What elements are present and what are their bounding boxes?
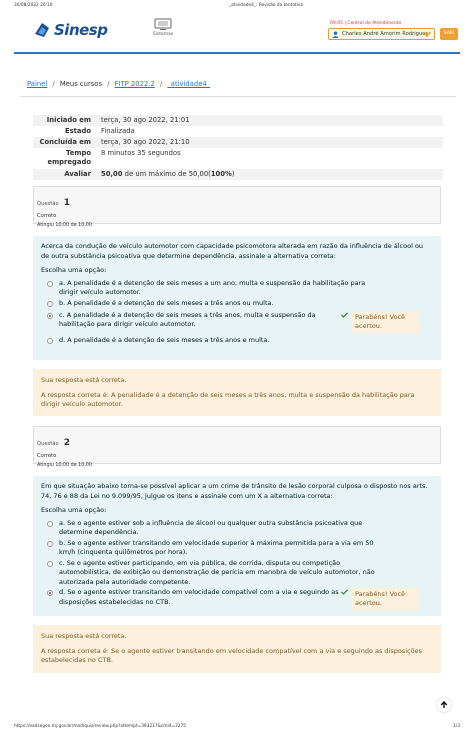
systems-label: Sistemas <box>152 32 174 37</box>
radio-button[interactable] <box>47 338 53 344</box>
question-state: Correto <box>37 213 57 219</box>
answer-option-c[interactable] <box>41 311 433 333</box>
user-name: Charles André Amorim Rodrigues <box>342 31 429 37</box>
help-center-link[interactable]: 09:05 | Central de Atendimento <box>330 21 402 26</box>
summary-row <box>33 126 443 137</box>
systems-menu[interactable] <box>148 18 178 37</box>
summary-row <box>33 115 443 126</box>
breadcrumb-separator: / <box>52 80 55 88</box>
option-label: A penalidade é a detenção de seis meses a um ano, multa e suspensão da habilitação para dirigir veículo automotor. <box>59 278 366 296</box>
option-label: Se o agente estiver participando, em via pública, de corrida, disputa ou competição automobilística, de exibição ou demonstração de perícia em manobra de veículo automotor, não autorizada pela autoridade competente. <box>59 558 375 586</box>
radio-button[interactable] <box>47 281 53 287</box>
top-bar <box>14 16 460 44</box>
arrow-up-icon <box>440 701 448 709</box>
option-text <box>59 559 379 588</box>
option-label: Se o agente estiver transitando em velocidade compatível com a via e seguindo as disposições estabelecidas no CTB. <box>59 588 339 606</box>
print-page-number: 1/3 <box>453 724 460 729</box>
option-label: A penalidade é a detenção de seis meses a três anos, multa e suspensão da habilitação para dirigir veículo automotor. <box>59 310 316 328</box>
breadcrumb-course[interactable]: FITP 2022.2 <box>114 80 155 88</box>
radio-button[interactable] <box>47 561 53 567</box>
summary-label: Tempo empregado <box>47 149 91 166</box>
option-text <box>59 279 379 298</box>
answer-option-c[interactable] <box>41 559 433 588</box>
systems-icon <box>154 18 172 30</box>
question-content <box>33 236 441 360</box>
option-letter: d. <box>59 588 66 596</box>
check-icon <box>341 312 348 318</box>
breadcrumb-activity[interactable]: _atividade4_ <box>167 80 211 88</box>
summary-grade-value <box>97 169 443 180</box>
question-label: Questão <box>37 201 59 207</box>
option-letter: b. <box>59 298 66 307</box>
question-grade: Atingiu 10,00 de 10,00 <box>37 223 92 228</box>
option-letter: a. <box>59 518 66 527</box>
breadcrumb-separator: / <box>107 80 110 88</box>
question-info <box>33 186 441 228</box>
answer-option-b[interactable] <box>41 299 433 310</box>
summary-label: Concluída em <box>39 138 91 146</box>
question-state: Correto <box>37 453 57 459</box>
feedback-correct: Sua resposta está correta. <box>41 632 127 640</box>
option-label: A penalidade é a detenção de seis meses a três anos ou multa. <box>67 298 274 307</box>
summary-row <box>33 148 443 169</box>
summary-value: terça, 30 ago 2022, 21:01 <box>101 116 190 124</box>
option-letter: c. <box>59 310 65 319</box>
check-icon <box>341 589 348 595</box>
option-letter: a. <box>59 278 66 287</box>
attempt-summary-table <box>33 115 443 180</box>
option-text <box>59 539 379 558</box>
question-info <box>33 426 441 468</box>
sinesp-logo-icon <box>32 20 52 40</box>
summary-value: Finalizada <box>101 127 135 135</box>
question-text: Em que situação abaixo torna-se possível aplicar a um crime de trânsito de lesão corporal culposa o disposto nos arts. 74, 76 e 88 da Lei no 9.099/95, julgue os itens e assinale com um X a alternativa correta: <box>41 482 428 500</box>
summary-value: terça, 30 ago 2022, 21:10 <box>101 138 190 146</box>
breadcrumb <box>27 80 210 88</box>
radio-button[interactable] <box>47 301 53 307</box>
question-grade: Atingiu 10,00 de 10,00 <box>37 463 92 468</box>
feedback-box <box>33 625 441 673</box>
congrats-message: Parabéns! Você acertou. <box>351 311 419 333</box>
summary-label: Avaliar <box>64 170 91 178</box>
grade-percent: 100% <box>210 170 232 178</box>
choose-option-prompt: Escolha uma opção: <box>41 266 107 274</box>
answer-option-d[interactable] <box>41 336 433 347</box>
breadcrumb-meus-cursos: Meus cursos <box>59 80 103 88</box>
person-icon <box>332 31 339 38</box>
choose-option-prompt: Escolha uma opção: <box>41 506 107 514</box>
grade-points: 50,00 <box>101 170 123 178</box>
feedback-right-answer: A resposta correta é: A penalidade é a detenção de seis meses a três anos, multa e suspensão da habilitação para dirigir veículo automotor. <box>41 390 415 408</box>
answer-option-a[interactable] <box>41 279 433 298</box>
option-text <box>59 519 379 538</box>
print-date: 30/08/2022 20:10 <box>14 3 53 8</box>
print-url: https://eadsegen.mj.gov.br/mod/quiz/review.php?attempt=393217&cmid=3275 <box>14 724 186 729</box>
option-text <box>59 311 344 330</box>
option-text <box>59 588 344 607</box>
breadcrumb-divider <box>20 96 456 97</box>
radio-button-selected[interactable] <box>47 590 53 596</box>
chevron-down-icon <box>423 31 431 37</box>
header-divider <box>14 52 460 54</box>
question-label: Questão <box>37 441 59 447</box>
print-title: _atividade4_: Revisão da tentativa <box>229 3 304 8</box>
feedback-right-answer: A resposta correta é: Se o agente estiver transitando em velocidade compatível com a via e seguindo as disposições estabelecidas no CTB. <box>41 646 422 664</box>
question-number: 2 <box>63 438 71 448</box>
sinesp-logo[interactable] <box>32 19 112 41</box>
grade-close: ) <box>231 170 235 178</box>
summary-value: 8 minutos 35 segundos <box>101 149 181 157</box>
logo-text: Sinesp <box>54 21 108 39</box>
answer-option-a[interactable] <box>41 519 433 538</box>
question-number: 1 <box>63 198 71 208</box>
option-text <box>59 299 379 309</box>
option-label: Se o agente estiver sob a influência de álcool ou qualquer outra substância psicoativa que determine dependência. <box>59 518 363 536</box>
question-content <box>33 476 441 616</box>
option-letter: d. <box>59 335 66 344</box>
radio-button-selected[interactable] <box>47 313 53 319</box>
option-label: A penalidade é a detenção de seis meses a três anos e multa. <box>67 335 270 344</box>
option-letter: b. <box>59 538 66 547</box>
option-letter: c. <box>59 558 65 567</box>
summary-label: Iniciado em <box>46 116 91 124</box>
breadcrumb-separator: / <box>159 80 163 88</box>
summary-row <box>33 169 443 180</box>
grade-max: de um máximo de 50,00( <box>122 170 211 178</box>
radio-button[interactable] <box>47 541 53 547</box>
exit-button[interactable]: SAIR <box>440 28 458 40</box>
radio-button[interactable] <box>47 521 53 527</box>
summary-label: Estado <box>64 127 91 135</box>
option-label: Se o agente estiver transitando em velocidade superior à máxima permitida para a via em 50 km/h (cinquenta quilômetros por hora). <box>59 538 374 556</box>
summary-row <box>33 137 443 148</box>
congrats-message: Parabéns! Você acertou. <box>351 588 419 610</box>
feedback-correct: Sua resposta está correta. <box>41 376 127 384</box>
breadcrumb-painel[interactable]: Painel <box>27 80 48 88</box>
question-text: Acerca da condução de veículo automotor com capacidade psicomotora alterada em razão da influência de álcool ou de outra substância psicoativa que determine dependência, assinale a alternativa correta: <box>41 242 424 260</box>
answer-option-d[interactable] <box>41 588 433 610</box>
answer-option-b[interactable] <box>41 539 433 558</box>
user-menu-button[interactable] <box>328 28 435 40</box>
feedback-box <box>33 369 441 416</box>
option-text <box>59 336 379 346</box>
back-to-top-button[interactable] <box>437 698 451 712</box>
